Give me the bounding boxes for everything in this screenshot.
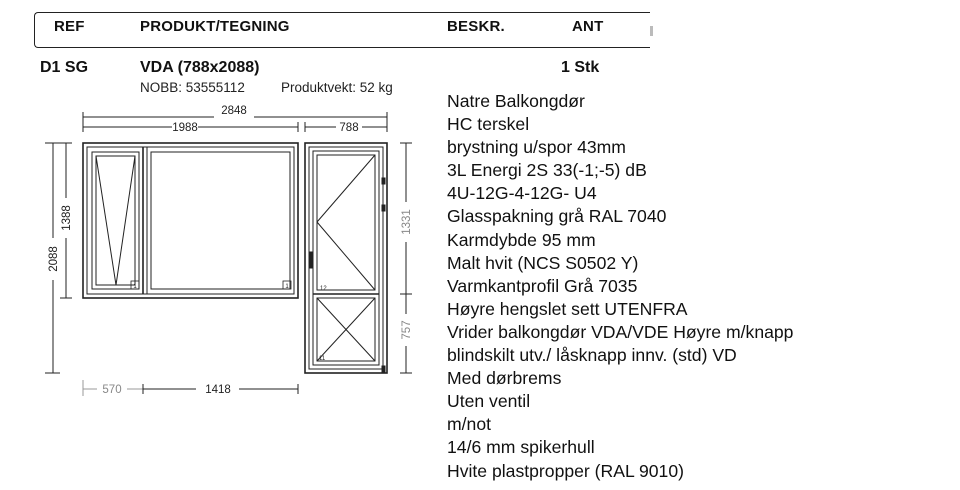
header-quantity: ANT bbox=[572, 18, 604, 35]
desc-line: Hvite plastpropper (RAL 9010) bbox=[447, 460, 684, 481]
header-edge-mark bbox=[650, 26, 653, 36]
item-ref: D1 SG bbox=[40, 59, 89, 76]
dim-total-height: 2088 bbox=[48, 246, 60, 272]
desc-line: Malt hvit (NCS S0502 Y) bbox=[447, 252, 639, 273]
desc-line: 4U-12G-4-12G- U4 bbox=[447, 183, 597, 204]
window-tag-right: 1 bbox=[285, 284, 289, 290]
desc-line: 3L Energi 2S 33(-1;-5) dB bbox=[447, 160, 647, 181]
header-product: PRODUKT/TEGNING bbox=[140, 18, 290, 35]
dim-window-width: 1988 bbox=[172, 122, 198, 134]
door-tag-upper: 12 bbox=[320, 286, 327, 292]
item-nobb: NOBB: 53555112 bbox=[140, 80, 245, 95]
technical-drawing bbox=[0, 0, 440, 490]
dim-door-upper-height: 1331 bbox=[401, 209, 413, 235]
item-quantity: 1 Stk bbox=[561, 59, 600, 76]
description-list bbox=[447, 90, 793, 483]
dim-bottom-left: 570 bbox=[102, 384, 122, 396]
dim-door-lower-height: 757 bbox=[401, 320, 413, 340]
desc-line: Med dørbrems bbox=[447, 368, 562, 389]
item-weight: Produktvekt: 52 kg bbox=[281, 80, 393, 95]
desc-line: 14/6 mm spikerhull bbox=[447, 437, 595, 458]
desc-line: Karmdybde 95 mm bbox=[447, 229, 596, 250]
door-tag-lower: 11 bbox=[319, 356, 326, 362]
desc-line: brystning u/spor 43mm bbox=[447, 137, 626, 158]
dim-total-width: 2848 bbox=[221, 105, 247, 117]
window-tag-left: 1 bbox=[133, 284, 137, 290]
desc-line: blindskilt utv./ låsknapp innv. (std) VD bbox=[447, 345, 737, 366]
desc-line: Høyre hengslet sett UTENFRA bbox=[447, 298, 688, 319]
desc-line: Uten ventil bbox=[447, 391, 531, 412]
desc-line: Varmkantprofil Grå 7035 bbox=[447, 275, 638, 296]
desc-line: Natre Balkongdør bbox=[447, 91, 585, 111]
dim-door-width: 788 bbox=[339, 122, 359, 134]
header-description: BESKR. bbox=[447, 18, 505, 35]
dim-bottom-right: 1418 bbox=[205, 384, 231, 396]
header-ref: REF bbox=[54, 18, 85, 35]
item-product: VDA (788x2088) bbox=[140, 59, 260, 76]
desc-line: m/not bbox=[447, 414, 492, 435]
desc-line: HC terskel bbox=[447, 114, 530, 135]
desc-line: Glasspakning grå RAL 7040 bbox=[447, 206, 667, 227]
desc-line: Vrider balkongdør VDA/VDE Høyre m/knapp bbox=[447, 321, 794, 342]
dim-window-height: 1388 bbox=[61, 205, 73, 231]
